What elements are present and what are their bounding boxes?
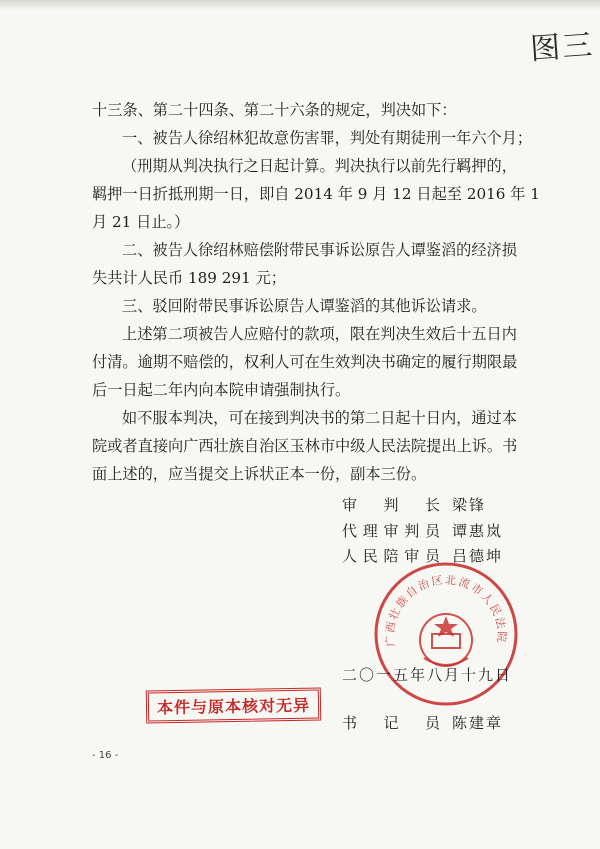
paragraph-line: 一、被告人徐绍林犯故意伤害罪，判处有期徒刑一年六个月； [122, 129, 533, 147]
paragraph-line: 月 21 日止。） [92, 213, 190, 231]
signature-role: 审判长 [342, 496, 440, 514]
signature-acting-judge [342, 520, 503, 541]
paragraph-line: （刑期从判决执行之日起计算。判决执行以前先行羁押的， [122, 157, 517, 175]
paragraph-line: 院或者直接向广西壮族自治区玉林市中级人民法院提出上诉。书 [92, 437, 518, 455]
paragraph-line: 如不服本判决，可在接到判决书的第二日起十日内，通过本 [122, 409, 517, 427]
signature-name: 谭惠岚 [452, 522, 504, 540]
signature-name: 陈建章 [452, 714, 504, 732]
signature-presiding-judge [342, 494, 486, 515]
handwritten-note: 图三 [529, 27, 596, 68]
court-seal [372, 560, 520, 708]
verification-stamp: 本件与原本核对无异 [146, 687, 322, 723]
signature-role: 人民陪审员 [342, 547, 440, 565]
judgment-body [92, 96, 540, 488]
paragraph-line: 二、被告人徐绍林赔偿附带民事诉讼原告人谭鉴滔的经济损 [122, 241, 517, 259]
scan-edge-shadow [0, 0, 600, 10]
page-number: - 16 - [92, 750, 119, 761]
paragraph-line: 付清。逾期不赔偿的，权利人可在生效判决书确定的履行期限最 [92, 353, 518, 371]
paragraph-line: 面上述的，应当提交上诉状正本一份，副本三份。 [92, 465, 427, 483]
paragraph-line: 上述第二项被告人应赔付的款项，限在判决生效后十五日内 [122, 325, 517, 343]
judgment-date: 二〇一五年八月十九日 [342, 666, 513, 684]
signature-role: 代理审判员 [342, 522, 440, 540]
paragraph-line: 三、驳回附带民事诉讼原告人谭鉴滔的其他诉讼请求。 [122, 297, 487, 315]
signature-name: 吕德坤 [452, 547, 504, 565]
seal-text: 广西壮族自治区北流市人民法院 [383, 573, 509, 648]
signature-name: 梁锋 [452, 496, 487, 514]
svg-text:广西壮族自治区北流市人民法院 [383, 573, 510, 647]
signature-clerk [342, 712, 503, 733]
signature-role: 书记员 [342, 714, 440, 732]
paragraph-line: 失共计人民币 189 291 元； [92, 269, 286, 287]
paragraph-line: 羁押一日折抵刑期一日，即自 2014 年 9 月 12 日起至 2016 年 1 [92, 185, 540, 203]
signature-juror [342, 545, 503, 566]
paragraph-line: 后一日起二年内向本院申请强制执行。 [92, 381, 351, 399]
paragraph-line: 十三条、第二十四条、第二十六条的规定，判决如下： [92, 101, 457, 119]
